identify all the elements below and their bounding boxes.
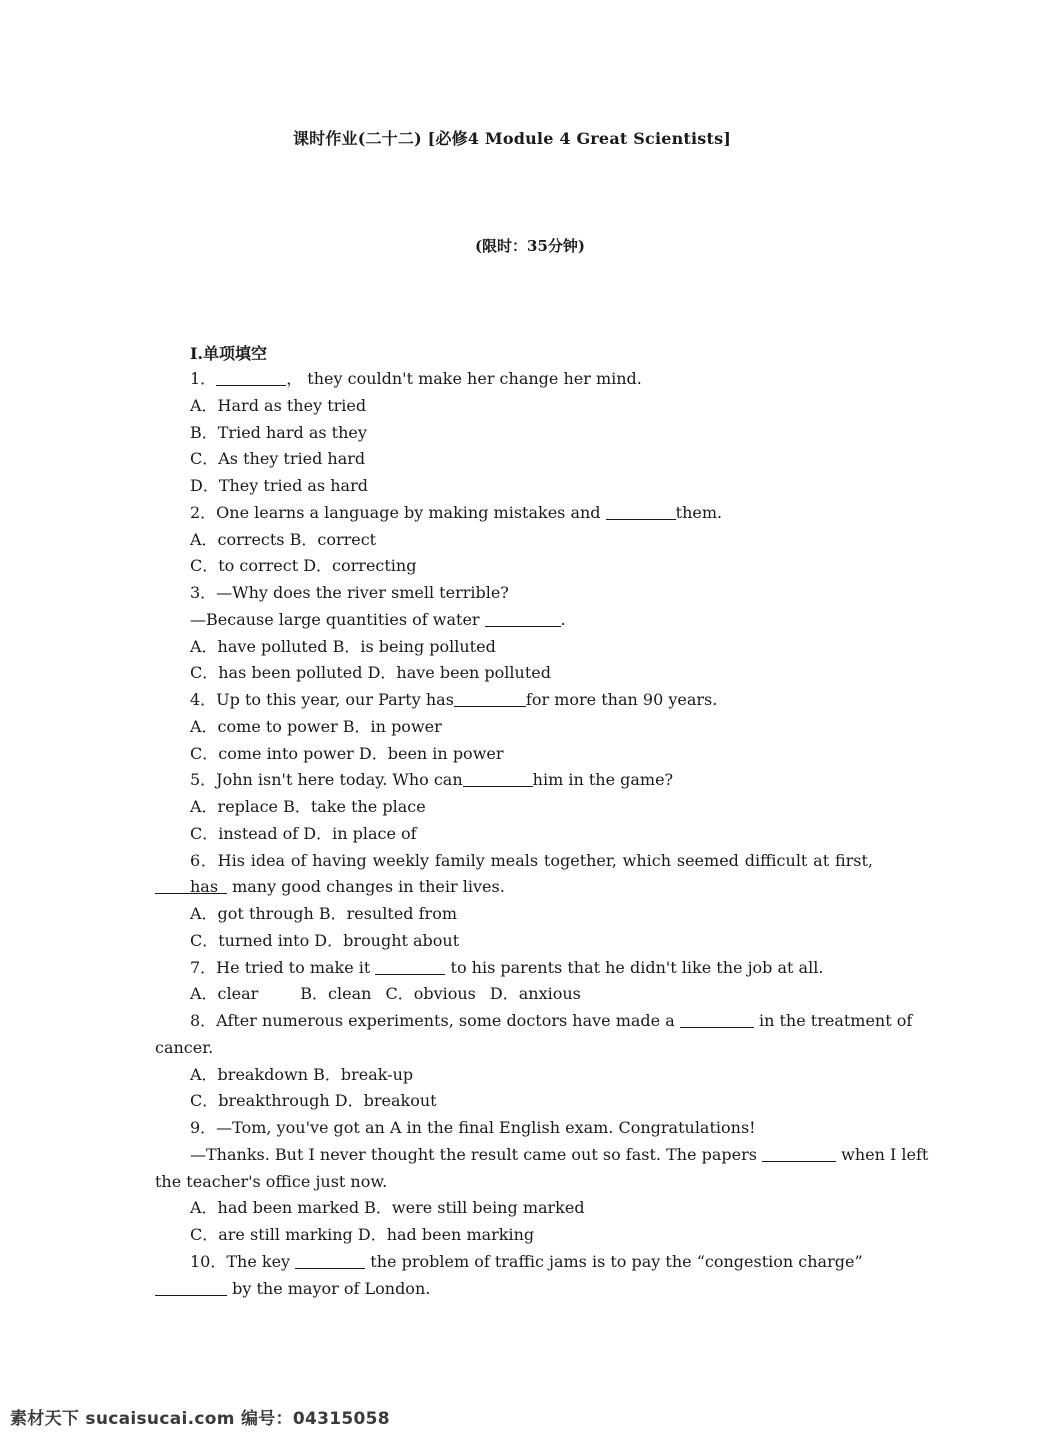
answer-blank bbox=[680, 1011, 754, 1028]
option-line: B．Tried hard as they bbox=[190, 422, 367, 442]
question-8-stem: 8．After numerous experiments, some doctors have made a in the treatment of bbox=[190, 1011, 913, 1030]
option-line: C．to correct D．correcting bbox=[190, 556, 417, 576]
option-line: C．has been polluted D．have been polluted bbox=[190, 663, 551, 683]
option-line: C．come into power D．been in power bbox=[190, 743, 504, 763]
question-3-stem-line2: —Because large quantities of water . bbox=[190, 609, 566, 629]
question-10-stem: 10．The key the problem of traffic jams is to pay the “congestion charge” bbox=[190, 1251, 863, 1271]
answer-blank bbox=[606, 503, 676, 520]
option-line: A．had been marked B．were still being marked bbox=[190, 1198, 585, 1218]
question-7-stem: 7．He tried to make it to his parents that he didn't like the job at all. bbox=[190, 957, 824, 977]
question-9-stem: 9．—Tom, you've got an A in the final English exam. Congratulations! bbox=[190, 1118, 756, 1137]
page-title: 课时作业(二十二) [必修4 Module 4 Great Scientists] bbox=[292, 129, 732, 148]
answer-blank bbox=[762, 1145, 836, 1162]
watermark-text: 素材天下 sucaisucai.com 编号：04315058 bbox=[10, 1409, 390, 1429]
option-line: A．have polluted B．is being polluted bbox=[190, 636, 496, 656]
section-heading: Ⅰ.单项填空 bbox=[190, 344, 268, 363]
question-2-stem: 2．One learns a language by making mistakes and them. bbox=[190, 502, 723, 522]
option-line: A．breakdown B．break-up bbox=[190, 1064, 414, 1084]
question-6-stem-line2: many good changes in their lives. bbox=[155, 874, 873, 901]
option-line: C．As they tried hard bbox=[190, 449, 366, 469]
answer-blank bbox=[155, 1279, 227, 1296]
question-9-stem-line2: —Thanks. But I never thought the result came out so fast. The papers when I left bbox=[190, 1144, 929, 1164]
answer-blank bbox=[216, 369, 286, 386]
question-6-stem: 6．His idea of having weekly family meals together, which seemed difficult at first, has bbox=[190, 850, 873, 897]
question-5-stem: 5．John isn't here today. Who can him in the game? bbox=[190, 770, 674, 790]
question-3-stem: 3．—Why does the river smell terrible? bbox=[190, 583, 509, 602]
option-line: A．corrects B．correct bbox=[190, 529, 377, 549]
question-1-stem: 1． ， they couldn't make her change her mind. bbox=[190, 369, 642, 388]
question-4-stem: 4．Up to this year, our Party has for more than 90 years. bbox=[190, 690, 718, 709]
question-8-stem-line2: cancer. bbox=[155, 1037, 214, 1057]
answer-blank bbox=[485, 610, 561, 627]
option-line: A．come to power B．in power bbox=[190, 716, 442, 736]
option-line: A．Hard as they tried bbox=[190, 395, 367, 415]
option-line: C．turned into D．brought about bbox=[190, 930, 460, 950]
answer-blank bbox=[375, 958, 445, 975]
answer-blank bbox=[155, 877, 227, 894]
option-line: C．breakthrough D．breakout bbox=[190, 1091, 437, 1111]
time-limit: (限时：35分钟) bbox=[474, 237, 586, 255]
answer-blank bbox=[295, 1252, 365, 1269]
option-line: C．are still marking D．had been marking bbox=[190, 1225, 535, 1244]
option-line: C．instead of D．in place of bbox=[190, 823, 417, 843]
option-line: D．They tried as hard bbox=[190, 476, 368, 495]
answer-blank bbox=[454, 690, 526, 707]
answer-blank bbox=[463, 770, 533, 787]
question-list bbox=[155, 366, 929, 1302]
question-10-stem-line2: by the mayor of London. bbox=[155, 1276, 873, 1303]
question-9-stem-line3: the teacher's office just now. bbox=[155, 1171, 388, 1191]
question-7-options: A．clear B．clean C．obvious D．anxious bbox=[190, 984, 581, 1004]
option-line: A．replace B．take the place bbox=[190, 797, 426, 816]
option-line: A．got through B．resulted from bbox=[190, 904, 458, 923]
